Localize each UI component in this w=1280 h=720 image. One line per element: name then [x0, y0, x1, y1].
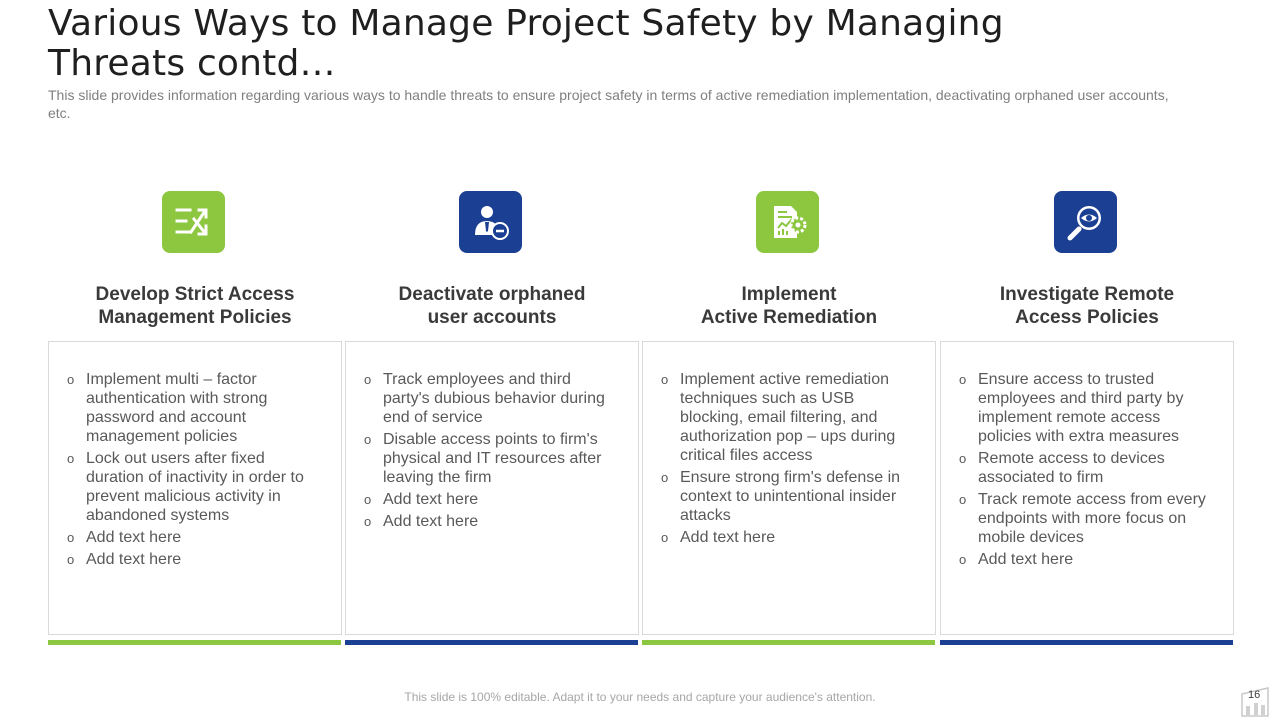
list-item: o Add text here: [67, 551, 182, 568]
column-title: Develop Strict Access Management Policies: [95, 284, 295, 328]
list-item: o Add text here: [364, 491, 479, 508]
accent-bar: [345, 640, 638, 645]
column-card: [642, 341, 936, 635]
list-item: o Remote access to devices associated to firm: [959, 450, 1165, 486]
page-number: 16: [1248, 689, 1261, 701]
magnifier-eye-icon: [1054, 191, 1117, 253]
list-item: o Implement active remediation techniques such as USB blocking, email filtering, and authorization pop – ups during critical files access: [661, 371, 896, 464]
user-remove-icon: [459, 191, 522, 253]
column-title: Investigate Remote Access Policies: [999, 284, 1175, 328]
column-title: Implement Active Remediation: [700, 284, 878, 328]
list-item: o Add text here: [364, 513, 479, 530]
slide-subtitle: This slide provides information regarding various ways to handle threats to ensure project safety in terms of active remediation implementation, deactivating orphaned user accounts, etc.: [48, 87, 1169, 121]
list-item: o Ensure strong firm's defense in context to unintentional insider attacks: [661, 469, 901, 524]
column-remote-access: [940, 190, 1234, 646]
accent-bar: [642, 640, 935, 645]
accent-bar: [940, 640, 1233, 645]
slide-title: Various Ways to Manage Project Safety by Managing Threats contd…: [48, 3, 1004, 84]
column-card: [345, 341, 639, 635]
shuffle-arrows-icon: [162, 191, 225, 253]
column-title: Deactivate orphaned user accounts: [398, 284, 586, 328]
list-item: o Add text here: [661, 529, 776, 546]
column-active-remediation: [642, 190, 936, 646]
list-item: o Add text here: [67, 529, 182, 546]
list-item: o Disable access points to firm's physical and IT resources after leaving the firm: [364, 431, 602, 486]
column-card: [940, 341, 1234, 635]
column-access-policies: [48, 190, 342, 646]
report-gear-icon: [756, 191, 819, 253]
list-item: o Add text here: [959, 551, 1074, 568]
list-item: o Track remote access from every endpoints with more focus on mobile devices: [959, 491, 1206, 546]
list-item: o Ensure access to trusted employees and third party by implement remote access policies with extra measures: [959, 371, 1184, 445]
list-item: o Track employees and third party's dubious behavior during end of service: [364, 371, 605, 426]
footer-note: This slide is 100% editable. Adapt it to your needs and capture your audience's attention.: [404, 690, 876, 704]
column-card: [48, 341, 342, 635]
list-item: o Lock out users after fixed duration of inactivity in order to prevent malicious activity in abandoned systems: [67, 450, 304, 524]
accent-bar: [48, 640, 341, 645]
list-item: o Implement multi – factor authentication with strong password and account management policies: [67, 371, 268, 445]
column-orphaned-accounts: [345, 190, 639, 646]
